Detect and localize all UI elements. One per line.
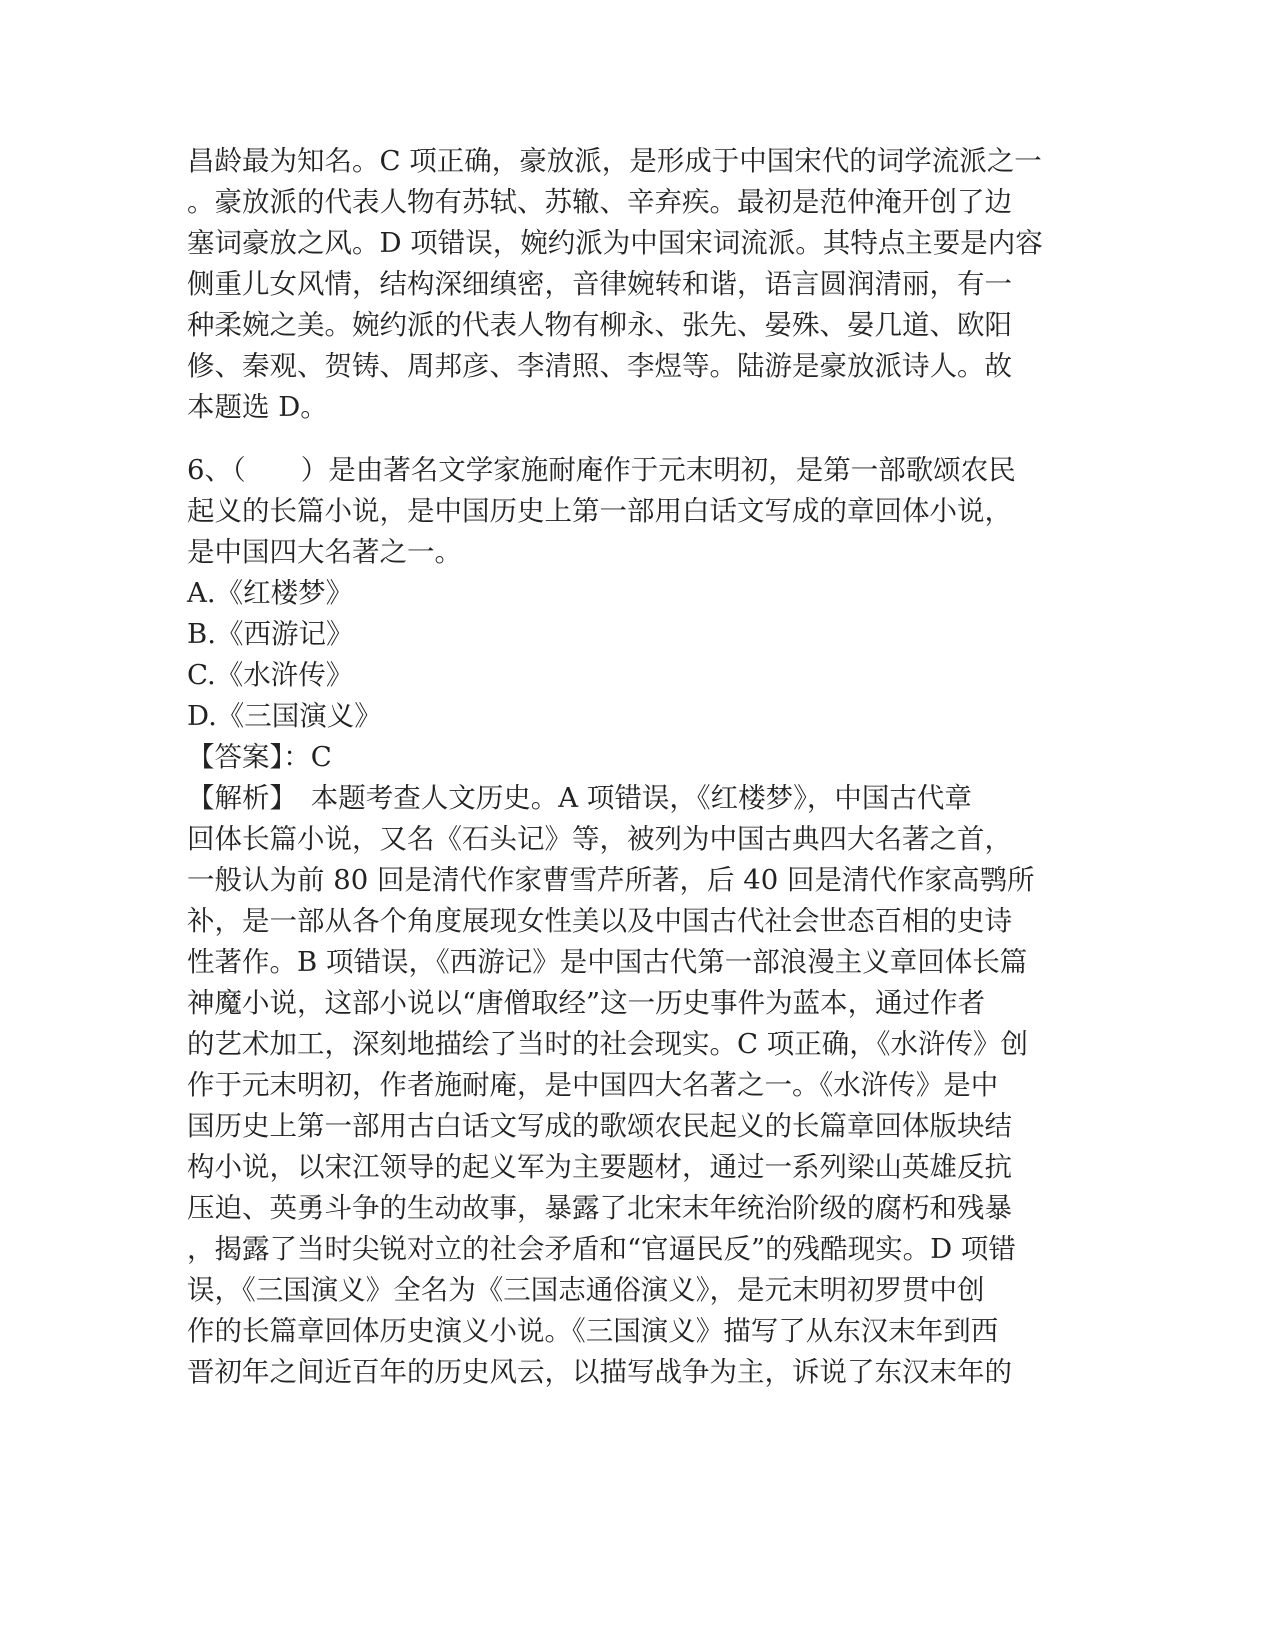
prev-explanation-line: 本题选 D。 [187,391,328,423]
explanation-line: 作于元末明初，作者施耐庵，是中国四大名著之一。《水浒传》是中 [187,1069,999,1101]
prev-explanation-line: 。豪放派的代表人物有苏轼、苏辙、辛弃疾。最初是范仲淹开创了边 [187,186,1012,218]
explanation-line: 构小说，以宋江领导的起义军为主要题材，通过一系列梁山英雄反抗 [187,1151,1012,1183]
explanation-line: 作的长篇章回体历史演义小说。《三国演义》描写了从东汉末年到西 [187,1315,999,1347]
option-c: C.《水浒传》 [187,659,354,691]
explanation-line: 压迫、英勇斗争的生动故事，暴露了北宋末年统治阶级的腐朽和残暴 [187,1192,1012,1224]
option-a: A.《红楼梦》 [187,577,354,609]
question-stem-line: 是中国四大名著之一。 [187,536,462,568]
explanation-line: 回体长篇小说，又名《石头记》等，被列为中国古典四大名著之首， [187,823,1012,855]
option-b: B.《西游记》 [187,618,354,650]
explanation-line: 性著作。B 项错误，《西游记》是中国古代第一部浪漫主义章回体长篇 [187,946,1028,978]
answer-line: 【答案】：C [187,741,332,773]
prev-explanation-line: 种柔婉之美。婉约派的代表人物有柳永、张先、晏殊、晏几道、欧阳 [187,309,1012,341]
explanation-line: 误，《三国演义》全名为《三国志通俗演义》，是元末明初罗贯中创 [187,1274,985,1306]
question-stem-line: 起义的长篇小说，是中国历史上第一部用白话文写成的章回体小说， [187,495,1012,527]
question-stem-line: 6、（ ）是由著名文学家施耐庵作于元末明初，是第一部歌颂农民 [187,454,1016,486]
explanation-line: 国历史上第一部用古白话文写成的歌颂农民起义的长篇章回体版块结 [187,1110,1012,1142]
explanation-line: 【解析】 本题考查人文历史。A 项错误，《红楼梦》，中国古代章 [187,782,972,814]
prev-explanation-line: 修、秦观、贺铸、周邦彦、李清照、李煜等。陆游是豪放派诗人。故 [187,350,1012,382]
explanation-line: ，揭露了当时尖锐对立的社会矛盾和“官逼民反”的残酷现实。D 项错 [187,1233,1016,1265]
explanation-line: 神魔小说，这部小说以“唐僧取经”这一历史事件为蓝本，通过作者 [187,987,986,1019]
explanation-line: 的艺术加工，深刻地描绘了当时的社会现实。C 项正确，《水浒传》创 [187,1028,1029,1060]
explanation-line: 一般认为前 80 回是清代作家曹雪芹所著，后 40 回是清代作家高鹗所 [187,864,1035,896]
prev-explanation-line: 塞词豪放之风。D 项错误，婉约派为中国宋词流派。其特点主要是内容 [187,227,1043,259]
explanation-line: 补，是一部从各个角度展现女性美以及中国古代社会世态百相的史诗 [187,905,1012,937]
option-d: D.《三国演义》 [187,700,382,732]
prev-explanation-line: 侧重儿女风情，结构深细缜密，音律婉转和谐，语言圆润清丽，有一 [187,268,1012,300]
prev-explanation-line: 昌龄最为知名。C 项正确，豪放派，是形成于中国宋代的词学流派之一 [187,145,1042,177]
explanation-line: 晋初年之间近百年的历史风云，以描写战争为主，诉说了东汉末年的 [187,1356,1012,1388]
